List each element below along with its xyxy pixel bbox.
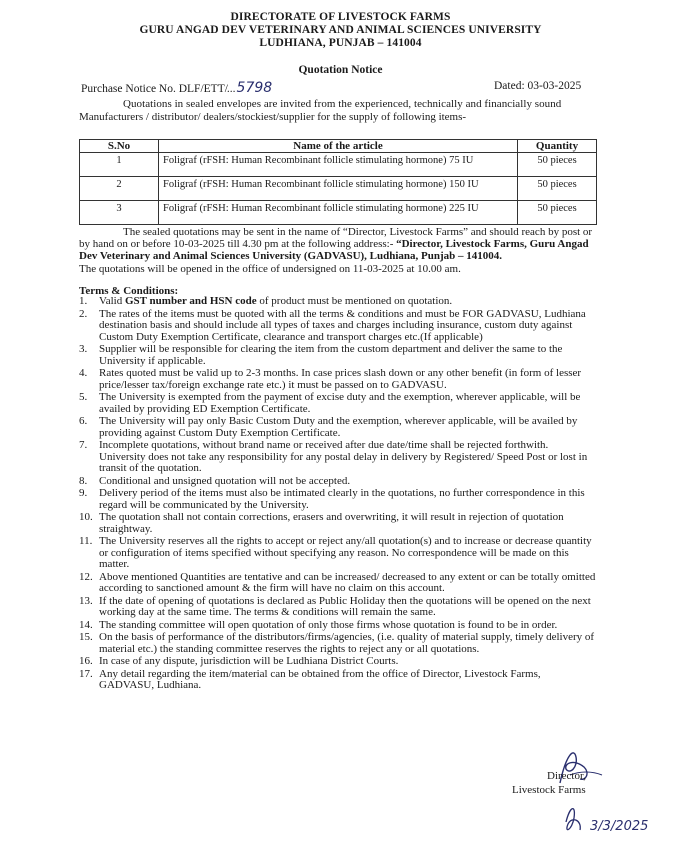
submission-text: [79, 226, 597, 263]
term-number: 11.: [79, 535, 93, 547]
submission-text-1: The sealed quotations may be sent in the name of “Director, Livestock Farms” and should reach by post or by hand on or before 10-03-2025 till 4.30 pm at the following address:-: [79, 226, 593, 251]
initials-and-date-icon: [560, 800, 675, 842]
term-text: Rates quoted must be valid up to 2-3 months. In case prices slash down or any other benefit (in form of lesser price/lesser tax/foreign exchange rate etc.) it must be passed on to GADVASU.: [99, 367, 582, 391]
term-number: 7.: [79, 439, 88, 451]
term-number: 1.: [79, 295, 88, 307]
signatory-office: Livestock Farms: [512, 784, 586, 796]
term-number: 14.: [79, 618, 93, 631]
row-quantity: 50 pieces: [518, 177, 597, 201]
column-header-article: Name of the article: [159, 140, 518, 153]
term-text: The standing committee will open quotation of only those firms whose quotation is found to be in order.: [99, 618, 558, 631]
term-number: 16.: [79, 655, 93, 667]
term-number: 12.: [79, 570, 93, 583]
handwritten-date: 3/3/2025: [590, 819, 649, 834]
list-item: [79, 392, 597, 415]
term-text: The rates of the items must be quoted with all the terms & conditions and must be FOR GADVASU, Ludhiana destination basis and should include all types of taxes and charges including insurance, custom duty against Custom Duty Exemption Certificate, clearance and transport charges etc.(If applicable): [99, 307, 586, 343]
list-item: [79, 596, 597, 619]
submission-paragraph: [79, 226, 597, 275]
row-quantity: 50 pieces: [518, 153, 597, 177]
term-number: 3.: [79, 343, 88, 355]
row-article: Foligraf (rFSH: Human Recombinant follicle stimulating hormone) 150 IU: [159, 177, 518, 201]
row-sno: 1: [80, 153, 159, 177]
term-text-end: of product must be mentioned on quotation.: [256, 295, 453, 307]
list-item: [79, 416, 597, 439]
table-row: [80, 201, 597, 225]
notice-prefix: Purchase Notice No. DLF/ETT/: [81, 83, 228, 95]
term-number: 15.: [79, 631, 93, 643]
list-item: [79, 572, 597, 595]
term-text: Valid: [99, 295, 125, 307]
table-row: [80, 153, 597, 177]
term-number: 10.: [79, 511, 93, 523]
header-line-2: GURU ANGAD DEV VETERINARY AND ANIMAL SCIENCES UNIVERSITY: [139, 24, 542, 36]
row-sno: 3: [80, 201, 159, 225]
handwritten-notice-number: 5798: [236, 80, 273, 96]
list-item: [79, 669, 597, 692]
term-number: 17.: [79, 667, 93, 680]
term-text: On the basis of performance of the distributors/firms/agencies, (i.e. quality of material supply, timely delivery of material etc.) the standing committee reserves the rights to reject any or all quotations.: [99, 631, 595, 655]
list-item: [79, 512, 597, 535]
list-item: [79, 632, 597, 655]
term-number: 8.: [79, 474, 88, 487]
terms-heading: Terms & Conditions:: [79, 285, 179, 297]
table-row: [80, 177, 597, 201]
signatory-title: Director,: [547, 770, 586, 782]
list-item: [79, 488, 597, 511]
intro-paragraph: [79, 98, 592, 123]
term-text: Above mentioned Quantities are tentative and can be increased/ decreased to any extent or can be totally omitted according to sanctioned amount & the firm will have no claim on this account.: [99, 570, 596, 594]
list-item: [79, 656, 597, 668]
header-line-3: LUDHIANA, PUNJAB – 141004: [259, 37, 422, 49]
notice-dots: ...: [226, 83, 236, 95]
term-text: Conditional and unsigned quotation will not be accepted.: [99, 474, 351, 487]
submission-address: “Director, Livestock Farms, Guru Angad Dev Veterinary and Animal Sciences University (GADVASU), Ludhiana, Punjab – 141004.: [79, 238, 589, 263]
term-text: Delivery period of the items must also be intimated clearly in the quotations, no further correspondence in this regard will be communicated by the University.: [99, 487, 585, 511]
list-item: [79, 309, 597, 344]
list-item: [79, 440, 597, 475]
list-item: [79, 536, 597, 571]
table-header-row: [80, 140, 597, 153]
term-bold-text: GST number and HSN code: [124, 295, 257, 307]
term-number: 2.: [79, 307, 88, 320]
term-text: Incomplete quotations, without brand name or received after due date/time shall be rejected forthwith. University does not take any responsibility for any postal delay in delivery by Registered/ Speed Post or lost in transit of the quotation.: [99, 439, 588, 474]
row-article: Foligraf (rFSH: Human Recombinant follicle stimulating hormone) 75 IU: [159, 153, 518, 177]
term-text: The quotation shall not contain corrections, erasers and overwriting, it will result in rejection of quotation straightway.: [99, 511, 564, 535]
term-number: 5.: [79, 391, 88, 403]
page-title: Quotation Notice: [298, 64, 383, 76]
term-number: 6.: [79, 415, 88, 427]
list-item: [79, 476, 597, 488]
opening-text: The quotations will be opened in the office of undersigned on 11-03-2025 at 10.00 am.: [79, 262, 461, 275]
term-text: Supplier will be responsible for clearing the item from the custom department and deliver the same to the University if applicable.: [99, 343, 563, 367]
term-text: If the date of opening of quotations is declared as Public Holiday then the quotations will be opened on the next working day at the same time. The terms & conditions will remain the same.: [99, 594, 591, 618]
purchase-notice-number: [81, 80, 272, 96]
list-item: [79, 344, 597, 367]
term-number: 13.: [79, 594, 93, 607]
term-text: The University reserves all the rights to accept or reject any/all quotation(s) and to increase or decrease quantity or configuration of items specified without specifying any reason. No correspondence will be made on this matter.: [99, 535, 592, 570]
term-text: The University is exempted from the payment of excise duty and the exemption, wherever applicable, will be availed by providing ED Exemption Certificate.: [99, 391, 581, 415]
header-line-1: DIRECTORATE OF LIVESTOCK FARMS: [230, 11, 451, 23]
list-item: [79, 296, 597, 308]
list-item: [79, 368, 597, 391]
notice-date: Dated: 03-03-2025: [494, 80, 582, 92]
term-text: The University will pay only Basic Custom Duty and the exemption, wherever applicable, will be availed by providing against Custom Duty Exemption Certificate.: [99, 415, 578, 439]
intro-line-1: Quotations in sealed envelopes are invited from the experienced, technically and financially sound: [123, 98, 562, 110]
column-header-quantity: Quantity: [518, 140, 597, 153]
term-number: 9.: [79, 487, 88, 499]
terms-list: [79, 296, 597, 693]
row-article: Foligraf (rFSH: Human Recombinant follicle stimulating hormone) 225 IU: [159, 201, 518, 225]
term-number: 4.: [79, 367, 88, 379]
term-text: Any detail regarding the item/material can be obtained from the office of Director, Livestock Farms, GADVASU, Ludhiana.: [99, 667, 541, 691]
row-quantity: 50 pieces: [518, 201, 597, 225]
items-table: [79, 139, 597, 225]
list-item: [79, 620, 597, 632]
intro-line-2: Manufacturers / distributor/ dealers/stockiest/supplier for the supply of following items-: [79, 110, 467, 123]
column-header-sno: S.No: [80, 140, 159, 153]
term-text: In case of any dispute, jurisdiction will be Ludhiana District Courts.: [99, 655, 399, 667]
row-sno: 2: [80, 177, 159, 201]
